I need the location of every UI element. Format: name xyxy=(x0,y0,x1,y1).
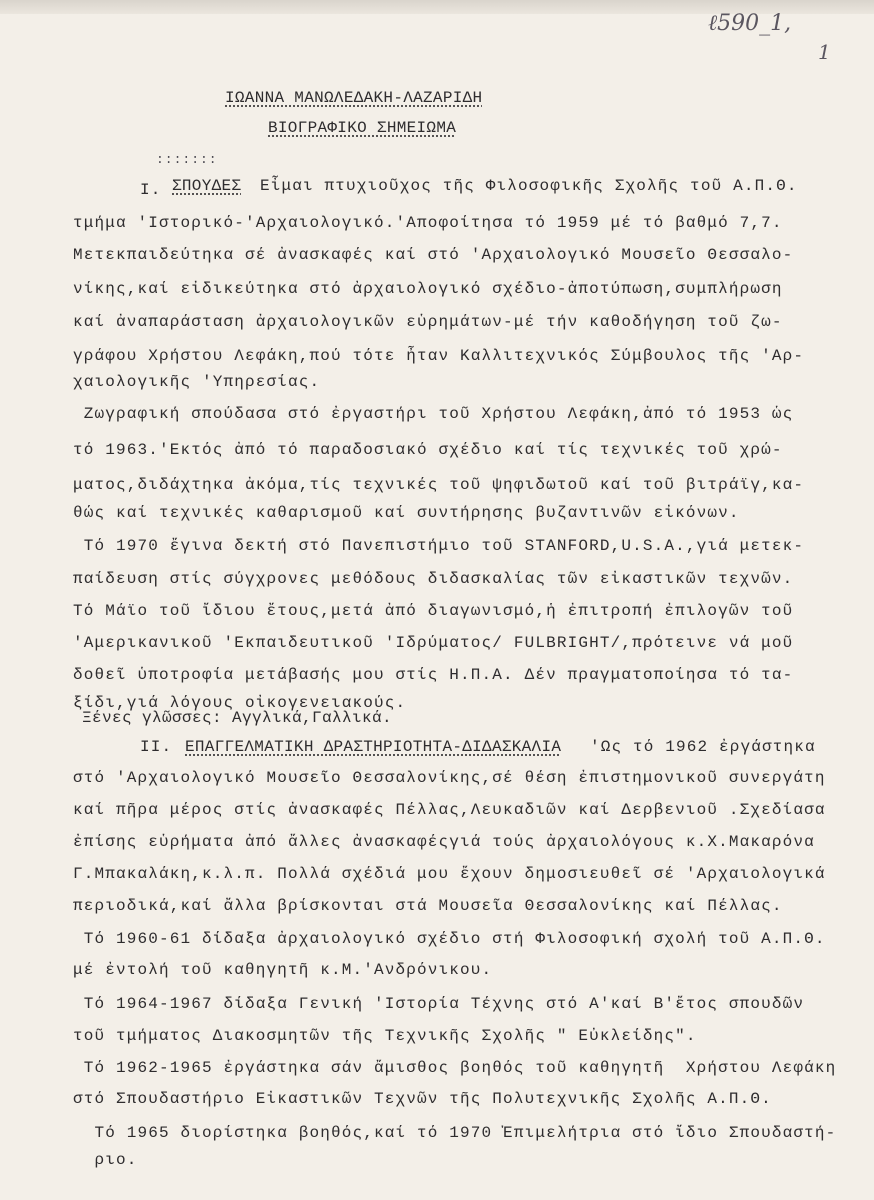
section1-line: Ζωγραφική σπούδασα στό ἐργαστήρι τοῦ Χρήστου Λεφάκη,ἀπό τό 1953 ὡς xyxy=(73,405,794,423)
section1-line: καί ἀναπαράσταση ἀρχαιολογικῶν εὑρημάτων-μέ τήν καθοδήγηση τοῦ ζω- xyxy=(73,313,783,331)
section1-line: 'Αμερικανικοῦ 'Εκπαιδευτικοῦ 'Ιδρύματος/ FULBRIGHT/,πρότεινε νά μοῦ xyxy=(73,634,794,652)
section2-line: μέ ἐντολή τοῦ καθηγητῆ κ.Μ.'Ανδρόνικου. xyxy=(73,961,493,979)
section1-line: ξίδι,γιά λόγους οἰκογενειακούς. xyxy=(73,694,407,712)
section1-line: τό 1963.'Εκτός ἀπό τό παραδοσιακό σχέδιο καί τίς τεχνικές τοῦ χρώ- xyxy=(73,441,783,459)
section2-heading: ΕΠΑΓΓΕΛΜΑΤΙΚΗ ΔΡΑΣΤΗΡΙΟΤΗΤΑ-ΔΙΔΑΣΚΑΛΙΑ xyxy=(185,738,562,756)
section2-line: ριο. xyxy=(73,1151,138,1169)
section1-line: Τό 1970 ἔγινα δεκτή στό Πανεπιστήμιο τοῦ STANFORD,U.S.A.,γιά μετεκ- xyxy=(73,537,805,555)
decorative-dots: ::::::: xyxy=(156,152,218,167)
section2-line: Τό 1962-1965 ἐργάστηκα σάν ἄμισθος βοηθός τοῦ καθηγητῆ Χρήστου Λεφάκη xyxy=(73,1059,837,1077)
handwritten-page-number: 1 xyxy=(818,40,831,64)
section1-line: γράφου Χρήστου Λεφάκη,πού τότε ἦταν Καλλιτεχνικός Σύμβουλος τῆς 'Αρ- xyxy=(73,347,805,365)
section1-line: ματος,διδάχτηκα ἀκόμα,τίς τεχνικές τοῦ ψηφιδωτοῦ καί τοῦ βιτράϊγ,κα- xyxy=(73,476,805,494)
section2-line: περιοδικά,καί ἄλλα βρίσκονται στά Μουσεῖα Θεσσαλονίκης καί Πέλλας. xyxy=(73,897,783,915)
section1-line: δοθεῖ ὑποτροφία μετάβασής μου στίς Η.Π.Α. Δέν πραγματοποίησα τό τα- xyxy=(73,666,794,684)
section2-first-line: 'Ως τό 1962 ἐργάστηκα xyxy=(590,738,816,756)
section1-heading: ΣΠΟΥΔΕΣ xyxy=(172,177,242,195)
section2-line: Τό 1960-61 δίδαξα ἀρχαιολογικό σχέδιο στή Φιλοσοφική σχολή τοῦ Α.Π.Θ. xyxy=(73,930,826,948)
section1-line: θώς καί τεχνικές καθαρισμοῦ καί συντήρησης βυζαντινῶν εἰκόνων. xyxy=(73,504,740,522)
section1-line: Ξένες γλῶσσες: Αγγλικά,Γαλλικά. xyxy=(82,709,393,727)
document-title: ΒΙΟΓΡΑΦΙΚΟ ΣΗΜΕΙΩΜΑ xyxy=(268,119,457,137)
author-name: ΙΩΑΝΝΑ ΜΑΝΩΛΕΔΑΚΗ-ΛΑΖΑΡΙΔΗ xyxy=(225,89,483,107)
section1-line: παίδευση στίς σύγχρονες μεθόδους διδασκαλίας τῶν εἰκαστικῶν τεχνῶν. xyxy=(73,570,794,588)
section1-line: Τό Μάϊο τοῦ ἴδιου ἔτους,μετά ἀπό διαγωνισμό,ἡ ἐπιτροπή ἐπιλογῶν τοῦ xyxy=(73,602,794,620)
section2-line: τοῦ τμήματος Διακοσμητῶν τῆς Τεχνικῆς Σχολῆς " Εὐκλείδης". xyxy=(73,1027,697,1045)
section2-line: ἐπίσης εὑρήματα ἀπό ἄλλες ἀνασκαφέςγιά τούς ἀρχαιολόγους κ.Χ.Μακαρόνα xyxy=(73,833,815,851)
section2-line: στό 'Αρχαιολογικό Μουσεῖο Θεσσαλονίκης,σέ θέση ἐπιστημονικοῦ συνεργάτη xyxy=(73,769,826,787)
handwritten-reference: ℓ590_1, xyxy=(708,11,792,36)
section1-line: τμήμα 'Ιστορικό-'Αρχαιολογικό.'Αποφοίτησα τό 1959 μέ τό βαθμό 7,7. xyxy=(73,214,783,232)
section1-line: νίκης,καί εἰδικεύτηκα στό ἀρχαιολογικό σχέδιο-ἀποτύπωση,συμπλήρωση xyxy=(73,280,783,298)
section1-line: Μετεκπαιδεύτηκα σέ ἀνασκαφές καί στό 'Αρχαιολογικό Μουσεῖο Θεσσαλο- xyxy=(73,246,794,264)
section1-line: χαιολογικῆς 'Υπηρεσίας. xyxy=(73,373,321,391)
section1-number: I. xyxy=(140,181,162,199)
section1-first-line: Εἶμαι πτυχιοῦχος τῆς Φιλοσοφικῆς Σχολῆς τοῦ Α.Π.Θ. xyxy=(260,177,798,195)
section2-line: Τό 1965 διορίστηκα βοηθός,καί τό 1970 Ἐπιμελήτρια στό ἴδιο Σπουδαστή- xyxy=(73,1124,837,1142)
section2-number: II. xyxy=(140,738,173,756)
section2-line: στό Σπουδαστήριο Εἰκαστικῶν Τεχνῶν τῆς Πολυτεχνικῆς Σχολῆς Α.Π.Θ. xyxy=(73,1090,772,1108)
section2-line: καί πῆρα μέρος στίς ἀνασκαφές Πέλλας,Λευκαδιῶν καί Δερβενιοῦ .Σχεδίασα xyxy=(73,801,826,819)
section2-line: Γ.Μπακαλάκη,κ.λ.π. Πολλά σχέδιά μου ἔχουν δημοσιευθεῖ σέ 'Αρχαιολογικά xyxy=(73,865,826,883)
section2-line: Τό 1964-1967 δίδαξα Γενική 'Ιστορία Τέχνης στό Α'καί Β'ἔτος σπουδῶν xyxy=(73,995,805,1013)
